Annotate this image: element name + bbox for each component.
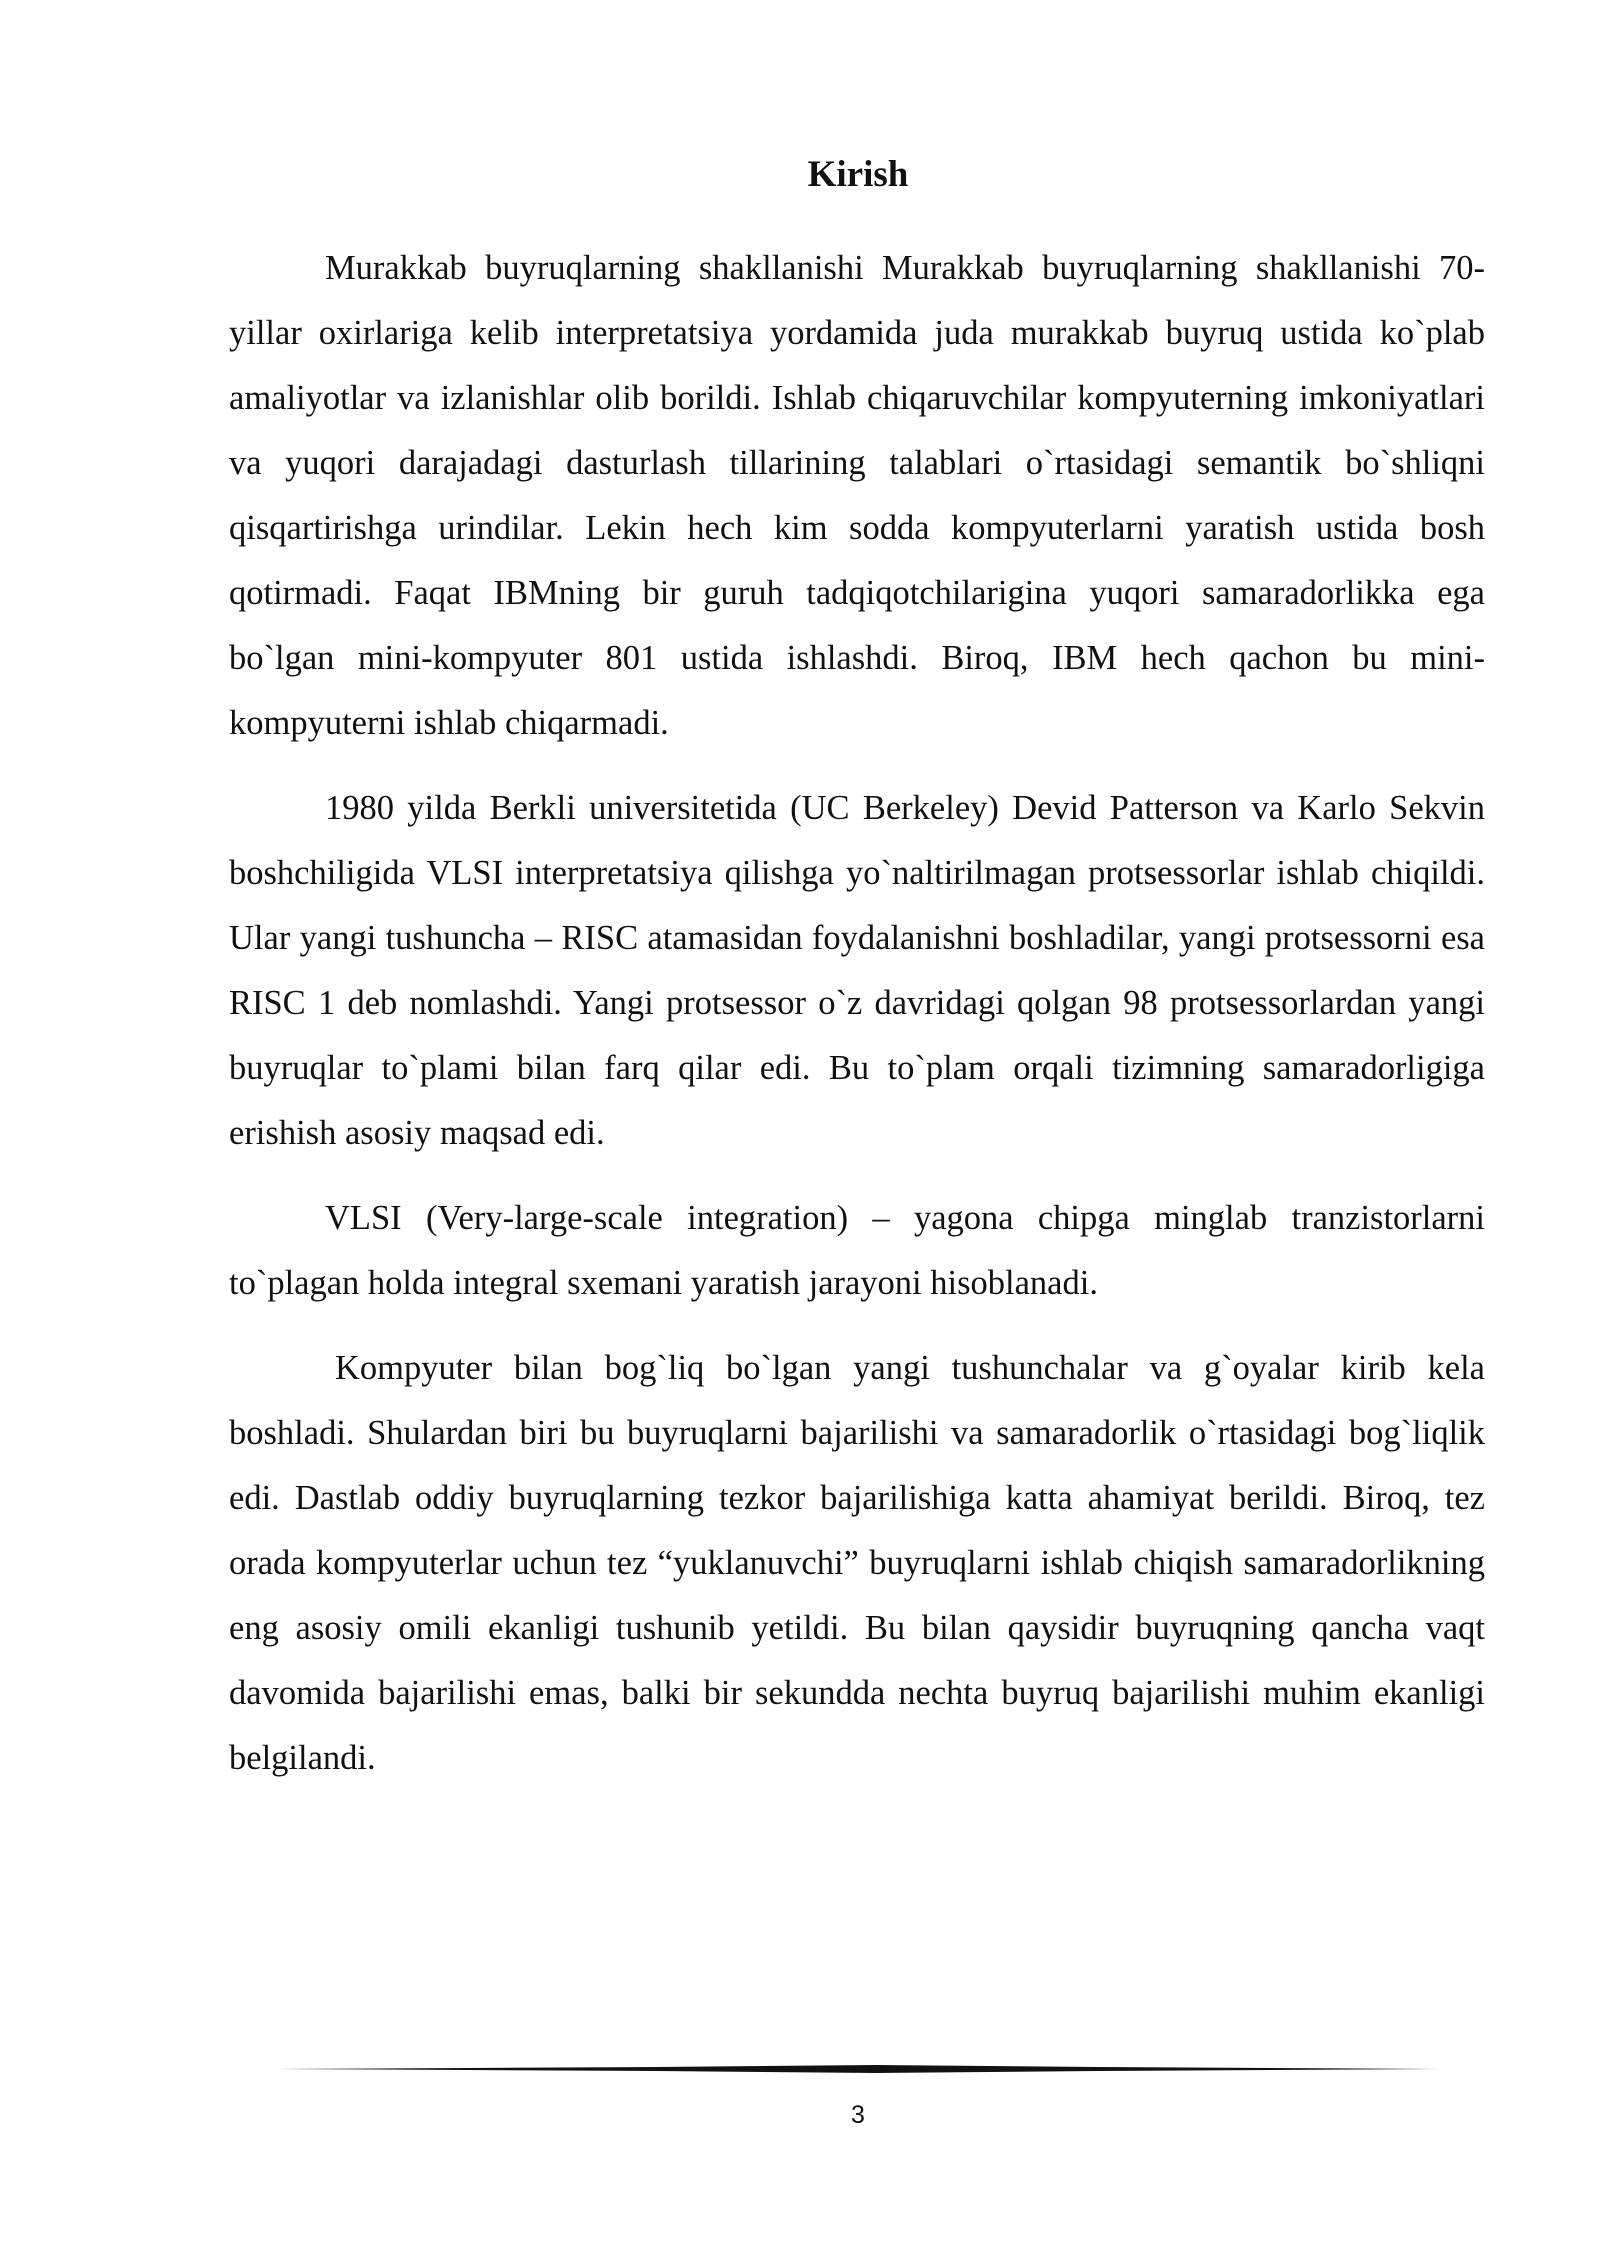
page-number: 3 — [851, 2101, 865, 2129]
footer-divider — [277, 2064, 1439, 2074]
body-text — [229, 236, 1485, 1811]
paragraph-1: Murakkab buyruqlarning shakllanishi Murakkab buyruqlarning shakllanishi 70-yillar oxirlariga kelib interpretatsiya yordamida juda murakkab buyruq ustida ko`plab amaliyotlar va izlanishlar olib borildi. Ishlab chiqaruvchilar kompyuterning imkoniyatlari va yuqori darajadagi dasturlash tillarining talablari o`rtasidagi semantik bo`shliqni qisqartirishga urindilar. Lekin hech kim sodda kompyuterlarni yaratish ustida bosh qotirmadi. Faqat IBMning bir guruh tadqiqotchilarigina yuqori samaradorlikka ega bo`lgan mini-kompyuter 801 ustida ishlashdi. Biroq, IBM hech qachon bu mini-kompyuterni ishlab chiqarmadi. — [229, 249, 1485, 742]
footer-divider-line — [277, 2064, 1439, 2074]
paragraph-3: VLSI (Very-large-scale integration) – yagona chipga minglab tranzistorlarni to`plagan holda integral sxemani yaratish jarayoni hisoblanadi. — [229, 1199, 1485, 1302]
paragraph-2: 1980 yilda Berkli universitetida (UC Berkeley) Devid Patterson va Karlo Sekvin boshchiligida VLSI interpretatsiya qilishga yo`naltirilmagan protsessorlar ishlab chiqildi. Ular yangi tushuncha – RISC atamasidan foydalanishni boshladilar, yangi protsessorni esa RISC 1 deb nomlashdi. Yangi protsessor o`z davridagi qolgan 98 protsessorlardan yangi buyruqlar to`plami bilan farq qilar edi. Bu to`plam orqali tizimning samaradorligiga erishish asosiy maqsad edi. — [229, 789, 1485, 1152]
page-title: Kirish — [807, 154, 909, 195]
paragraph-4: Kompyuter bilan bog`liq bo`lgan yangi tushunchalar va g`oyalar kirib kela boshladi. Shulardan biri bu buyruqlarni bajarilishi va samaradorlik o`rtasidagi bog`liqlik edi. Dastlab oddiy buyruqlarning tezkor bajarilishiga katta ahamiyat berildi. Biroq, tez orada kompyuterlar uchun tez “yuklanuvchi” buyruqlarni ishlab chiqish samaradorlikning eng asosiy omili ekanligi tushunib yetildi. Bu bilan qaysidir buyruqning qancha vaqt davomida bajarilishi emas, balki bir sekundda nechta buyruq bajarilishi muhim ekanligi belgilandi. — [229, 1349, 1485, 1777]
